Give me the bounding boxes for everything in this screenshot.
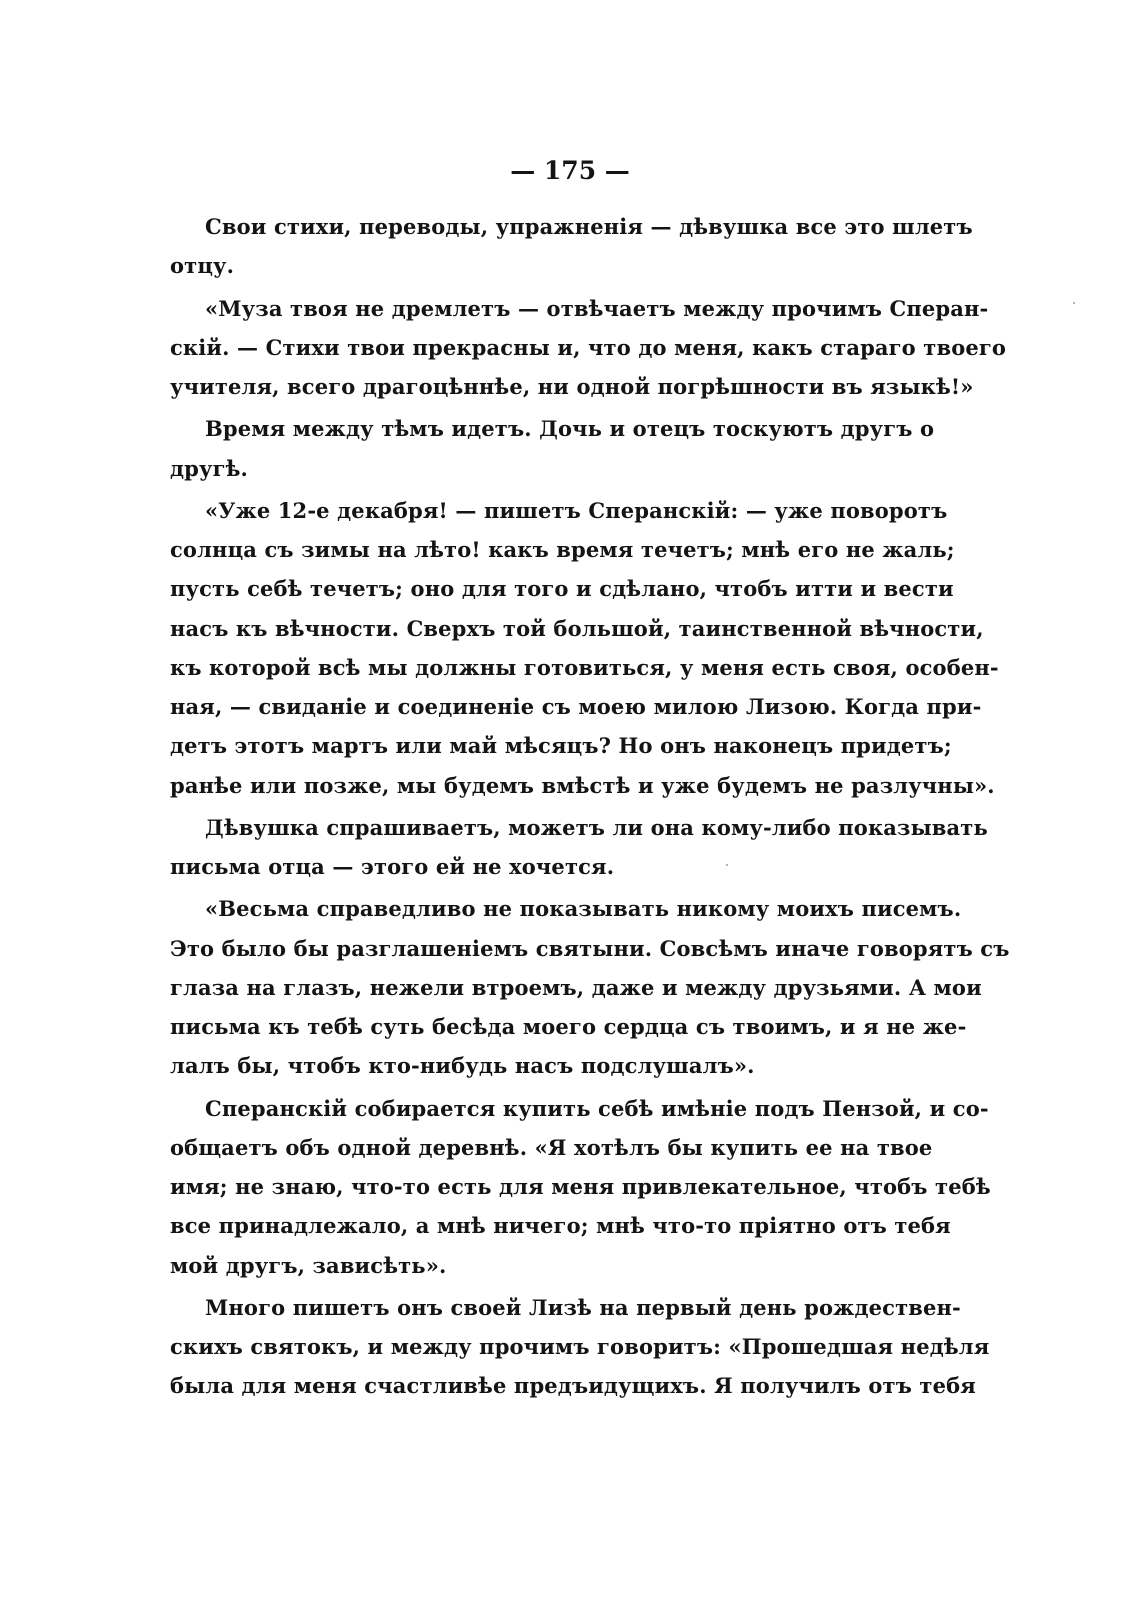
text-line: отцу. bbox=[170, 253, 235, 279]
text-line: лалъ бы, чтобъ кто-нибудь насъ подслушалъ». bbox=[170, 1053, 755, 1079]
text-line: къ которой всѣ мы должны готовиться, у меня есть своя, особен- bbox=[170, 654, 999, 680]
text-line: «Весьма справедливо не показывать никому моихъ писемъ. bbox=[205, 896, 962, 922]
scan-speck bbox=[726, 864, 728, 866]
text-line: письма къ тебѣ суть бесѣда моего сердца съ твоимъ, и я не же- bbox=[170, 1014, 967, 1039]
scan-speck bbox=[1073, 302, 1075, 304]
text-line: Время между тѣмъ идетъ. Дочь и отецъ тоскуютъ другъ о bbox=[205, 416, 935, 442]
text-line: «Муза твоя не дремлетъ — отвѣчаетъ между прочимъ Сперан- bbox=[205, 295, 989, 321]
text-line: ранѣе или позже, мы будемъ вмѣстѣ и уже будемъ не разлучны». bbox=[170, 772, 995, 798]
text-line: пусть себѣ течетъ; оно для того и сдѣлано, чтобъ итти и вести bbox=[170, 576, 954, 602]
text-line: ная, — свиданіе и соединеніе съ моею милою Лизою. Когда при- bbox=[170, 694, 982, 719]
body-text bbox=[170, 207, 1010, 1406]
text-line: мой другъ, зависѣть». bbox=[170, 1252, 447, 1278]
text-line: Свои стихи, переводы, упражненія — дѣвушка все это шлетъ bbox=[205, 214, 973, 239]
text-line: общаетъ объ одной деревнѣ. «Я хотѣлъ бы купить ее на твое bbox=[170, 1134, 933, 1160]
text-line: детъ этотъ мартъ или май мѣсяцъ? Но онъ наконецъ придетъ; bbox=[170, 733, 952, 759]
text-line: солнца съ зимы на лѣто! какъ время течетъ; мнѣ его не жаль; bbox=[170, 537, 955, 562]
page-number: — 175 — bbox=[510, 156, 630, 185]
text-line: письма отца — этого ей не хочется. bbox=[170, 854, 615, 879]
text-line: Много пишетъ онъ своей Лизѣ на первый день рождествен- bbox=[205, 1294, 961, 1320]
text-line: Это было бы разглашеніемъ святыни. Совсѣмъ иначе говорятъ съ bbox=[170, 935, 1010, 961]
text-line: была для меня счастливѣе предъидущихъ. Я получилъ отъ тебя bbox=[170, 1373, 976, 1399]
text-line: насъ къ вѣчности. Сверхъ той большой, таинственной вѣчности, bbox=[170, 615, 984, 641]
text-line: глаза на глазъ, нежели втроемъ, даже и между друзьями. А мои bbox=[170, 974, 982, 1000]
text-line: имя; не знаю, что-то есть для меня привлекательное, чтобъ тебѣ bbox=[170, 1174, 991, 1199]
text-line: скихъ святокъ, и между прочимъ говоритъ: «Прошедшая недѣля bbox=[170, 1334, 990, 1359]
text-line: Сперанскій собирается купить себѣ имѣніе подъ Пензой, и со- bbox=[205, 1095, 989, 1121]
text-line: другѣ. bbox=[170, 455, 248, 481]
text-line: скій. — Стихи твои прекрасны и, что до меня, какъ стараго твоего bbox=[170, 334, 1007, 360]
text-line: все принадлежало, а мнѣ ничего; мнѣ что-то пріятно отъ тебя bbox=[170, 1213, 951, 1239]
text-line: Дѣвушка спрашиваетъ, можетъ ли она кому-либо показывать bbox=[205, 814, 988, 840]
text-line: учителя, всего драгоцѣннѣе, ни одной погрѣшности въ языкѣ!» bbox=[170, 374, 974, 399]
text-line: «Уже 12-е декабря! — пишетъ Сперанскій: — уже поворотъ bbox=[205, 497, 948, 523]
